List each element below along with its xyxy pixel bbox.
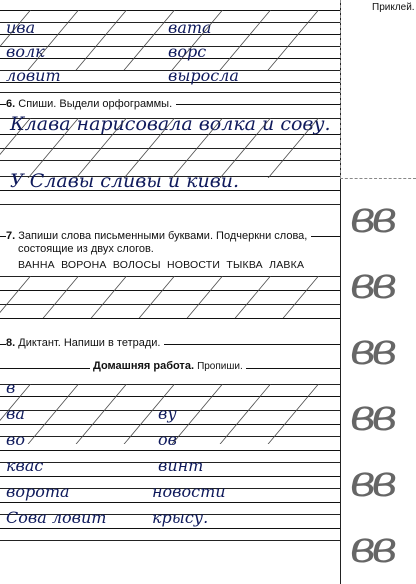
copy-word: волк — [6, 42, 45, 61]
copy-word: выросла — [168, 66, 239, 85]
copy-word: вата — [168, 18, 212, 37]
ruling-line — [0, 540, 340, 541]
slant-guide-line — [76, 384, 127, 444]
slant-guide-line — [76, 10, 127, 70]
ruling-line — [0, 396, 340, 397]
homework-title: Домашняя работа. — [93, 360, 194, 372]
copy-sentence: У Славы сливы и киви. — [10, 170, 240, 192]
slant-guide-line — [91, 276, 127, 318]
sample-letter-pair: вв — [350, 390, 394, 441]
ruling-line — [0, 92, 340, 93]
task6-text: Спиши. Выдели орфограммы. — [18, 98, 173, 110]
sample-letter-pair: вв — [350, 258, 394, 309]
copy-word: квас — [6, 456, 44, 475]
slant-guide-line — [172, 384, 223, 444]
slant-guide-line — [220, 10, 271, 70]
copy-word: ворс — [168, 42, 207, 61]
ruling-line — [0, 528, 340, 529]
word-item: ВОЛОСЫ — [112, 259, 161, 271]
task7-number: 7. — [6, 230, 16, 242]
task7-instruction — [6, 230, 311, 243]
sample-letter-pair: вв — [350, 522, 394, 573]
task7-text-line1: Запиши слова письменными буквами. Подчеркни слова, — [18, 230, 308, 242]
ruling-line — [0, 384, 340, 385]
slant-guide-line — [268, 384, 319, 444]
ruling-line — [0, 304, 340, 305]
copy-word: новости — [152, 482, 226, 501]
task8-number: 8. — [6, 337, 16, 349]
copy-word: ива — [6, 18, 36, 37]
copy-sentence: Сова ловит — [6, 508, 107, 527]
ruling-line — [0, 276, 340, 277]
ruling-line — [0, 424, 340, 425]
sample-letter-pair: вв — [350, 192, 394, 243]
word-item: ТЫКВА — [226, 259, 263, 271]
slant-guide-line — [0, 276, 31, 318]
glue-label: Приклей. — [372, 2, 415, 13]
copy-letter: в — [6, 378, 16, 397]
copy-word: крысу. — [152, 508, 209, 527]
slant-guide-line — [43, 276, 79, 318]
task7-word-list — [18, 259, 304, 271]
copy-word: во — [6, 430, 25, 449]
copy-word: винт — [158, 456, 204, 475]
copy-word: ва — [6, 404, 25, 423]
slant-guide-line — [124, 10, 175, 70]
slant-guide-line — [283, 276, 319, 318]
task8-text: Диктант. Напиши в тетради. — [18, 337, 161, 349]
ruling-line — [0, 476, 340, 477]
word-item: ЛАВКА — [269, 259, 305, 271]
copy-sentence: Клава нарисовала волка и сову. — [10, 113, 331, 135]
ruling-line — [0, 450, 340, 451]
slant-guide-line — [139, 276, 175, 318]
sample-letter-pair: вв — [350, 456, 394, 507]
copy-word: ловит — [6, 66, 61, 85]
cut-line-horizontal — [340, 178, 416, 179]
word-item: НОВОСТИ — [166, 259, 221, 271]
ruling-line — [0, 318, 340, 319]
word-item: ВАННА — [18, 259, 55, 271]
task6-number: 6. — [6, 98, 16, 110]
ruling-line — [0, 204, 340, 205]
slant-guide-line — [28, 384, 79, 444]
copy-word: ву — [158, 404, 177, 423]
ruling-line — [0, 10, 340, 11]
slant-guide-line — [268, 10, 319, 70]
word-item: ВОРОНА — [61, 259, 107, 271]
ruling-line — [0, 502, 340, 503]
slant-guide-line — [187, 276, 223, 318]
copy-word: ворота — [6, 482, 70, 501]
homework-subtitle: Пропиши. — [197, 361, 243, 372]
copy-word: ов — [158, 430, 177, 449]
task8-instruction — [6, 337, 164, 350]
slant-guide-line — [235, 276, 271, 318]
sample-letter-pair: вв — [350, 324, 394, 375]
cut-line-vertical — [340, 0, 341, 178]
ruling-line — [0, 290, 340, 291]
homework-heading — [90, 360, 246, 372]
ruling-line — [0, 160, 340, 161]
slant-guide-line — [220, 384, 271, 444]
task7-text-line2: состоящие из двух слогов. — [18, 243, 158, 256]
task6-instruction — [6, 98, 176, 111]
slant-guide-line — [28, 10, 79, 70]
